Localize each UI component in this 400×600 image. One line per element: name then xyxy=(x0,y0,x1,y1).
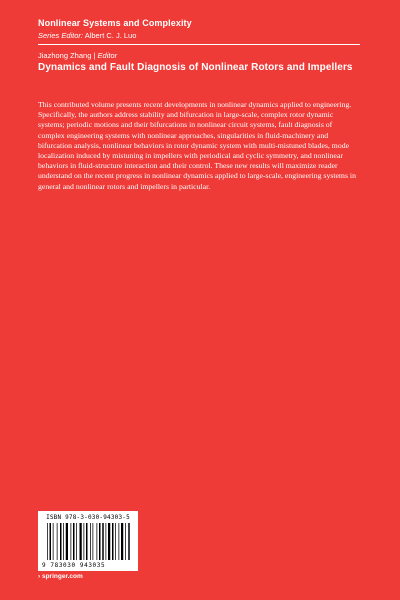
series-editor xyxy=(38,31,368,40)
book-description: This contributed volume presents recent developments in nonlinear dynamics applied to engineering. Specifically, the authors address stability and bifurcation in large-scale, complex rotor dynamic systems; periodic motions and their bifurcations in nonlinear circuit systems, fault diagnosis of complex engineering systems with nonlinear approaches, singularities in fluid-machinery and bifurcation analysis, nonlinear behaviors in rotor dynamic system with multi-mistuned blades, mode localization induced by mistuning in impellers with periodical and cyclic symmetry, and nonlinear behaviors in fluid-structure interaction and their control. These new results will maximize reader understand on the recent progress in nonlinear dynamics applied to large-scale, engineering systems in general and nonlinear rotors and impellers in particular. xyxy=(38,100,356,191)
author-separator: | xyxy=(93,51,96,60)
isbn-barcode xyxy=(38,511,138,571)
divider-rule xyxy=(38,44,360,45)
isbn-label: ISBN 978-3-030-94303-5 xyxy=(46,514,130,521)
barcode-graphic xyxy=(47,523,132,560)
barcode-digits: 9 783030 943035 xyxy=(42,562,106,569)
book-block xyxy=(38,51,368,73)
author-line xyxy=(38,51,368,60)
author-role: Editor xyxy=(97,51,118,60)
publisher-url: › springer.com xyxy=(38,573,83,580)
series-title: Nonlinear Systems and Complexity xyxy=(38,18,192,28)
book-title: Dynamics and Fault Diagnosis of Nonlinear Rotors and Impellers xyxy=(38,62,353,73)
series-block xyxy=(38,18,368,40)
series-editor-label: Series Editor: xyxy=(38,31,84,40)
series-editor-name: Albert C. J. Luo xyxy=(84,31,137,40)
barcode-bars xyxy=(47,523,132,560)
author-name: Jiazhong Zhang xyxy=(38,51,92,60)
